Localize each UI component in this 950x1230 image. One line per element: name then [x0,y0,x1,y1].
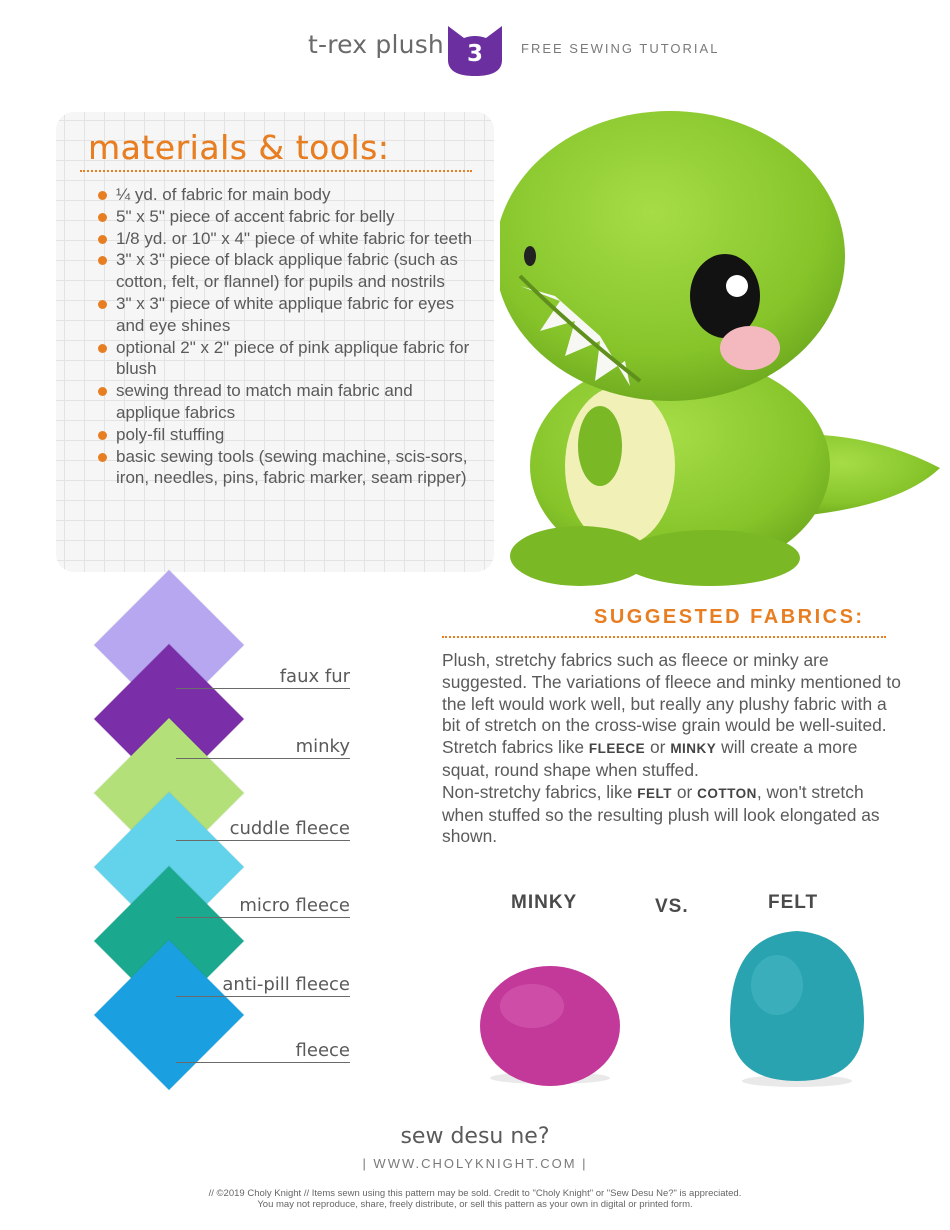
bullet-icon [98,431,107,440]
bullet-icon [98,256,107,265]
footer-legal: // ©2019 Choly Knight // Items sewn using this pattern may be sold. Credit to "Choly Knight" or "Sew Desu Ne?" is appreciated. You may not reproduce, share, freely distribute, or sell this pattern as your own in digital or printed form. [208,1188,742,1210]
list-item: 3" x 3" piece of white applique fabric for eyes and eye shines [96,293,476,337]
suggested-fabrics-divider [442,636,886,638]
suggested-fabrics-heading: SUGGESTED FABRICS: [594,606,865,628]
materials-heading: materials & tools: [88,128,390,167]
compare-label-vs: VS. [655,896,689,917]
bullet-icon [98,344,107,353]
materials-list [96,184,476,489]
compare-label-felt: FELT [768,892,819,913]
list-item: optional 2" x 2" piece of pink applique fabric for blush [96,337,476,381]
document-subtitle: FREE SEWING TUTORIAL [521,41,720,56]
bullet-icon [98,387,107,396]
swatch-label: micro fleece [176,895,350,918]
materials-divider [80,170,472,172]
swatch-label: minky [176,736,350,759]
list-item: 1/8 yd. or 10" x 4" piece of white fabric for teeth [96,228,476,250]
list-item: sewing thread to match main fabric and applique fabrics [96,380,476,424]
paragraph: Stretch fabrics like FLEECE or MINKY will create a more squat, round shape when stuffed. [442,737,858,780]
list-item: 3" x 3" piece of black applique fabric (such as cotton, felt, or flannel) for pupils and nostrils [96,249,476,293]
paragraph: Plush, stretchy fabrics such as fleece or minky are suggested. The variations of fleece and minky mentioned to the left would work well, but really any plushy fabric with a bit of stretch on the cross-wise grain would be well-suited. [442,650,901,736]
footer-url: | WWW.CHOLYKNIGHT.COM | [362,1156,588,1171]
minky-ball-photo [470,950,630,1090]
paragraph: Non-stretchy fabrics, like FELT or COTTON, won't stretch when stuffed so the resulting plush will look elongated as shown. [442,781,880,847]
swatch-label: faux fur [176,666,350,689]
page-number: 3 [466,41,483,67]
swatch-label: fleece [176,1040,350,1063]
list-item: ¼ yd. of fabric for main body [96,184,476,206]
bullet-icon [98,191,107,200]
bullet-icon [98,235,107,244]
compare-label-minky: MINKY [511,892,578,913]
suggested-fabrics-body [442,650,902,848]
list-item: poly-fil stuffing [96,424,476,446]
bullet-icon [98,213,107,222]
list-item: basic sewing tools (sewing machine, scis-sors, iron, needles, pins, fabric marker, seam ripper) [96,446,476,490]
bullet-icon [98,453,107,462]
swatch-label: cuddle fleece [176,818,350,841]
list-item: 5" x 5" piece of accent fabric for belly [96,206,476,228]
page-number-badge [444,24,506,78]
felt-ball-photo [722,925,872,1090]
footer-brand: sew desu ne? [400,1124,550,1149]
swatch-label: anti-pill fleece [176,974,350,997]
bullet-icon [98,300,107,309]
document-title: t-rex plush [308,30,444,59]
trex-plush-photo [500,96,950,596]
